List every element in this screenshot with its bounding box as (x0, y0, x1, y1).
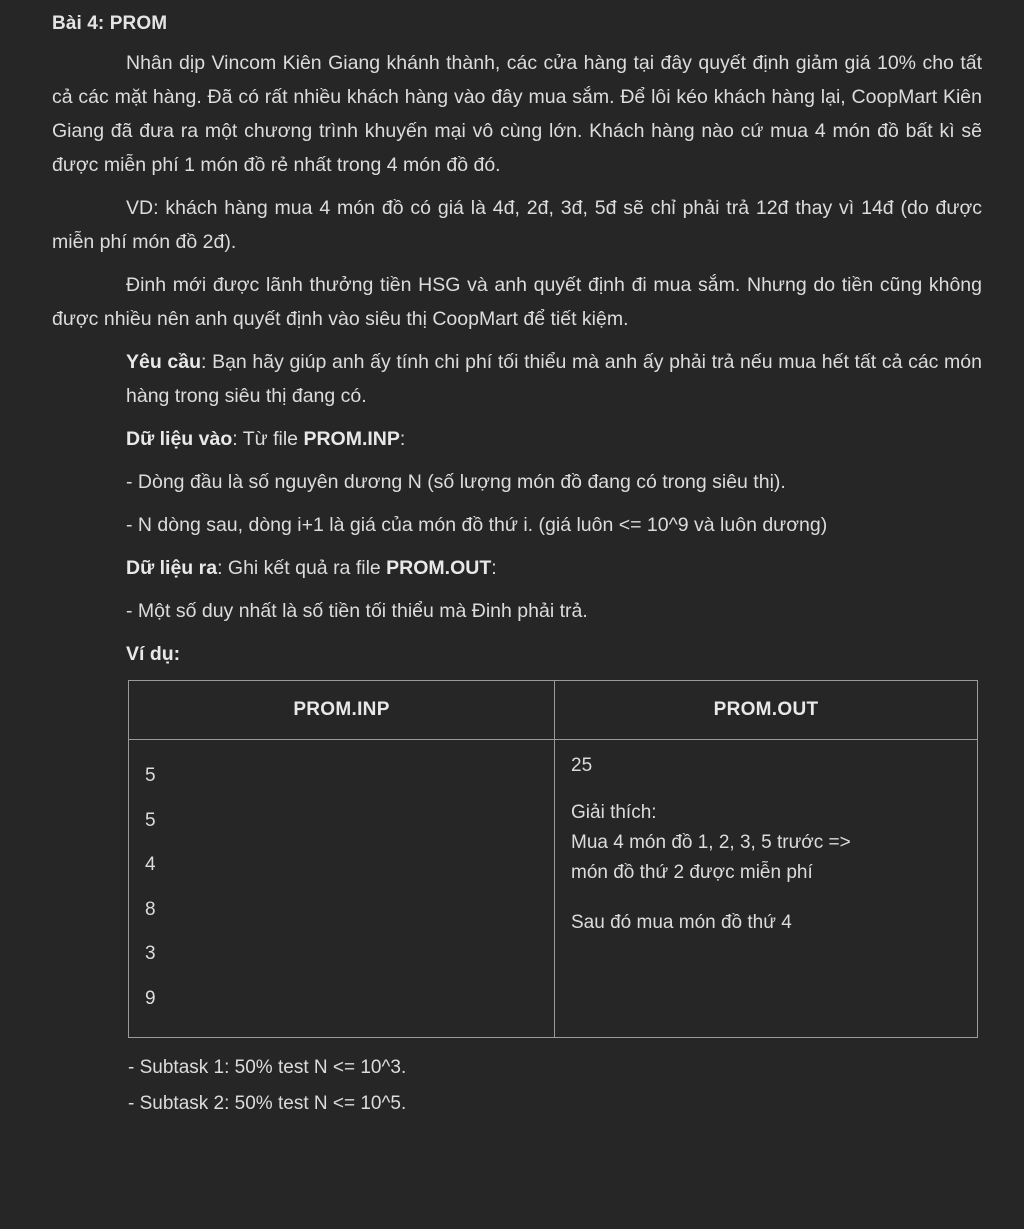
output-explanation (571, 798, 977, 888)
input-spec-bullet-2: - N dòng sau, dòng i+1 là giá của món đồ thứ i. (giá luôn <= 10^9 và luôn dương) (126, 514, 828, 536)
example-table (128, 680, 978, 1038)
output-spec-bullet-1: - Một số duy nhất là số tiền tối thiểu mà Đinh phải trả. (126, 600, 588, 622)
output-explanation-line-3: Sau đó mua món đồ thứ 4 (571, 912, 792, 933)
example-output-cell (555, 740, 978, 1038)
output-spec-separator: : (217, 557, 228, 579)
input-spec-label: Dữ liệu vào (126, 428, 233, 450)
input-line: 5 (145, 765, 156, 786)
example-label (52, 637, 982, 671)
input-spec-heading (52, 422, 982, 456)
requirement-label: Yêu cầu (126, 351, 202, 373)
intro-paragraph-1: Nhân dịp Vincom Kiên Giang khánh thành, các cửa hàng tại đây quyết định giảm giá 10% cho tất cả các mặt hàng. Đã có rất nhiều khách hàng vào đây mua sắm. Để lôi kéo khách hàng lại, CoopMart Kiên Giang đã đưa ra một chương trình khuyến mại vô cùng lớn. Khách hàng nào cứ mua 4 món đồ bất kì sẽ được miễn phí 1 món đồ rẻ nhất trong 4 món đồ đó. (52, 52, 982, 176)
table-header-prom-inp: PROM.INP (129, 681, 555, 740)
input-file-name: PROM.INP (303, 428, 400, 450)
output-explanation-title: Giải thích: (571, 802, 657, 823)
table-header-prom-out: PROM.OUT (555, 681, 978, 740)
output-answer: 25 (571, 755, 593, 776)
intro-paragraph-3: Đinh mới được lãnh thưởng tiền HSG và anh quyết định đi mua sắm. Nhưng do tiền cũng không được nhiều nên anh quyết định vào siêu thị CoopMart để tiết kiệm. (52, 274, 982, 330)
table-header-row (129, 681, 978, 740)
requirement-paragraph (52, 345, 982, 413)
input-line: 8 (145, 898, 156, 920)
example-label-text: Ví dụ: (126, 643, 181, 665)
output-explanation-line-1: Mua 4 món đồ 1, 2, 3, 5 trước => (571, 832, 851, 853)
input-spec-colon: : (399, 428, 406, 450)
output-spec-heading (52, 551, 982, 585)
subtask-item: - Subtask 1: 50% test N <= 10^3. (128, 1057, 407, 1078)
input-line: 5 (145, 809, 156, 831)
output-spec-lead: Ghi kết quả ra file (227, 557, 387, 579)
requirement-text: Bạn hãy giúp anh ấy tính chi phí tối thiểu mà anh ấy phải trả nếu mua hết tất cả các món hàng trong siêu thị đang có. (126, 351, 982, 407)
input-spec-separator: : (232, 428, 243, 450)
input-line: 3 (145, 943, 156, 964)
output-spec-label: Dữ liệu ra (126, 557, 218, 579)
input-line: 4 (145, 854, 156, 875)
input-line: 9 (145, 987, 156, 1009)
example-input-cell (129, 740, 555, 1038)
subtask-list (52, 1050, 982, 1122)
page-title: Bài 4: PROM (52, 13, 168, 34)
output-explanation-line-2: món đồ thứ 2 được miễn phí (571, 862, 813, 883)
input-spec-bullet-1: - Dòng đầu là số nguyên dương N (số lượng món đồ đang có trong siêu thị). (126, 471, 786, 493)
subtask-item: - Subtask 2: 50% test N <= 10^5. (128, 1093, 407, 1114)
table-row (129, 740, 978, 1038)
requirement-separator: : (201, 351, 213, 373)
input-spec-lead: Từ file (242, 428, 304, 450)
output-spec-colon: : (491, 557, 497, 579)
output-file-name: PROM.OUT (386, 557, 492, 579)
intro-paragraph-2: VD: khách hàng mua 4 món đồ có giá là 4đ, 2đ, 3đ, 5đ sẽ chỉ phải trả 12đ thay vì 14đ (do được miễn phí món đồ 2đ). (52, 197, 982, 253)
